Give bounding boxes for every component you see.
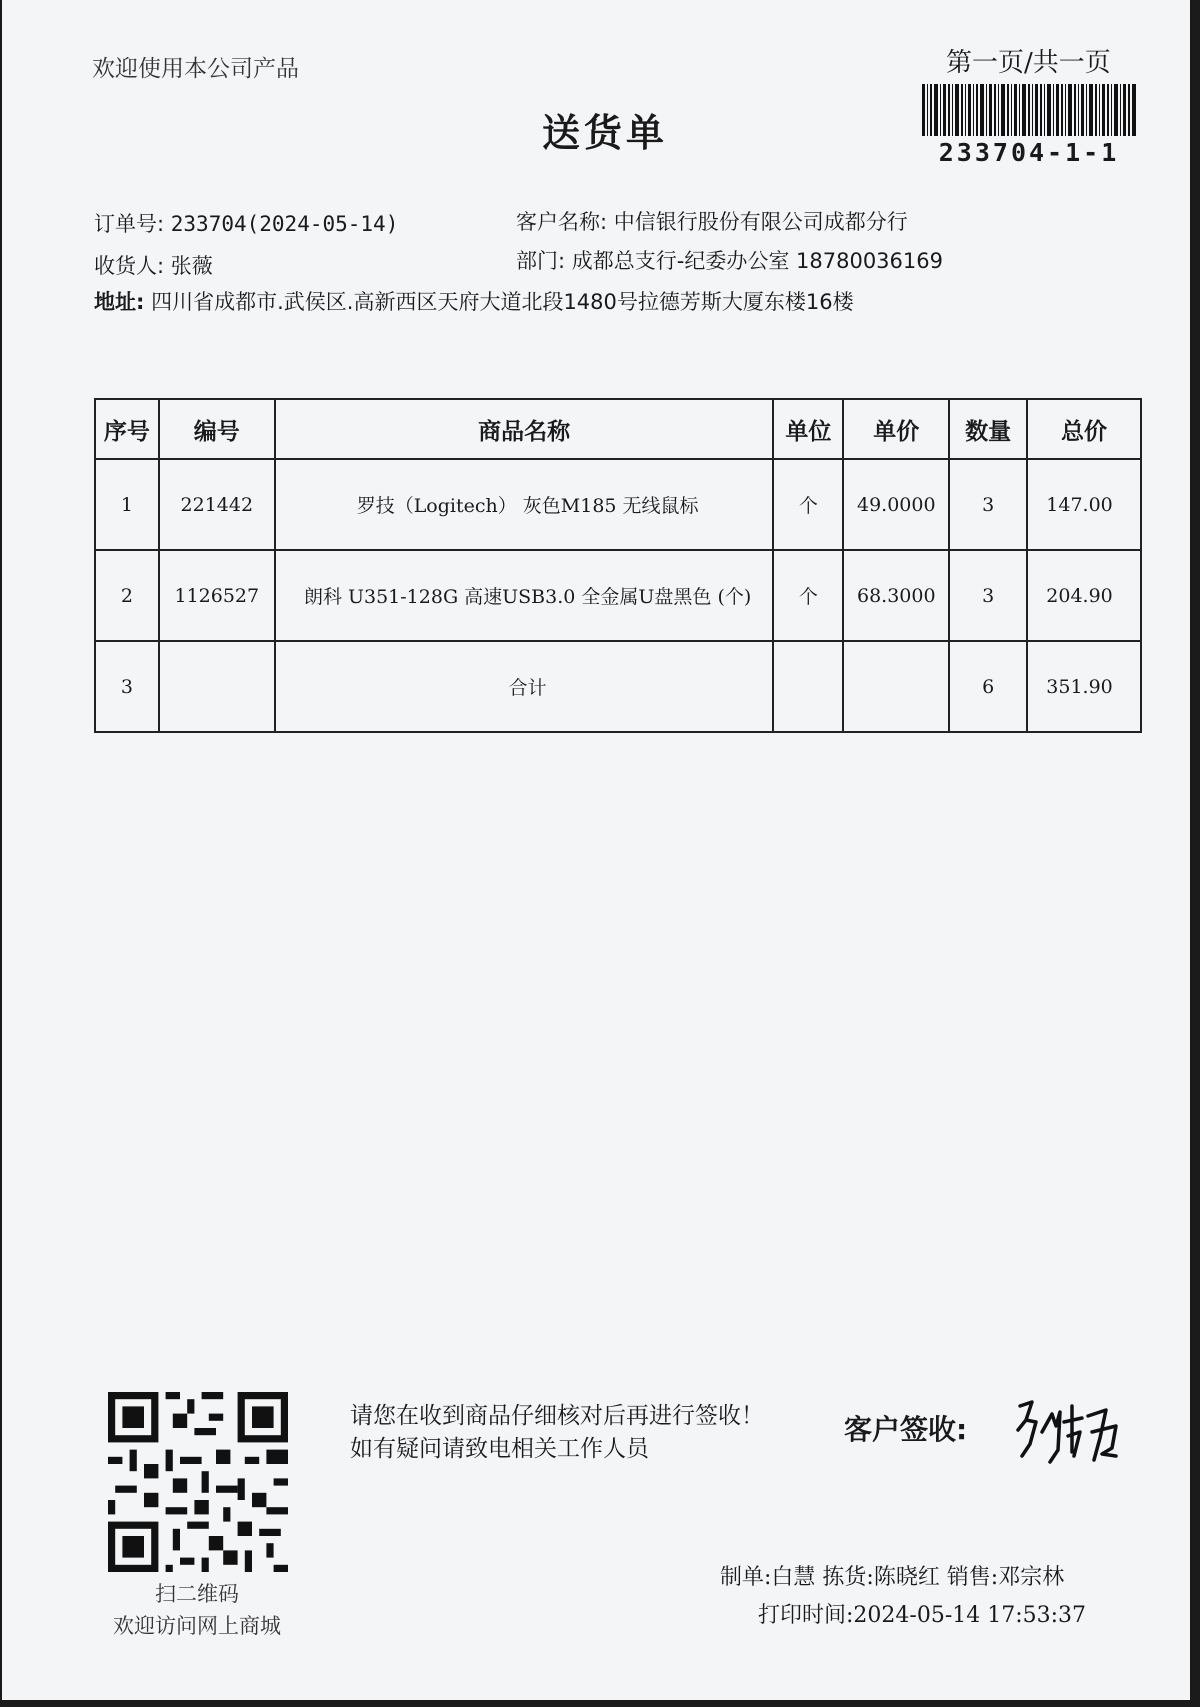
- department-label: 部门:: [516, 249, 566, 273]
- order-number-value: 233704(2024-05-14): [170, 212, 399, 236]
- header-quantity: 数量: [949, 399, 1027, 459]
- order-number-label: 订单号:: [94, 212, 165, 236]
- row-seq: 3: [95, 641, 159, 732]
- table-row: [95, 459, 1141, 550]
- row-unit: 个: [773, 459, 843, 550]
- department-line: [516, 245, 943, 275]
- address-label: 地址:: [94, 290, 145, 314]
- items-table: [94, 398, 1142, 733]
- row-seq: 2: [95, 550, 159, 641]
- receiver-label: 收货人:: [94, 254, 165, 278]
- table-row-total: [95, 641, 1141, 732]
- barcode-number: 233704-1-1: [938, 138, 1120, 167]
- customer-sign-label: 客户签收:: [844, 1413, 968, 1446]
- row-quantity: 6: [949, 641, 1027, 732]
- customer-label: 客户名称:: [516, 210, 608, 234]
- header-unit-price: 单价: [843, 399, 949, 459]
- row-quantity: 3: [949, 459, 1027, 550]
- delivery-note-page: [2, 0, 1190, 1700]
- row-unit-price: [843, 641, 949, 732]
- table-header-row: [95, 399, 1141, 459]
- receiver-value: 张薇: [170, 254, 213, 278]
- header-product-name: 商品名称: [275, 399, 774, 459]
- customer-line: [516, 206, 908, 236]
- welcome-text: 欢迎使用本公司产品: [92, 56, 299, 82]
- row-product-name: 朗科 U351-128G 高速USB3.0 全金属U盘黑色 (个): [275, 550, 774, 641]
- row-code: [159, 641, 275, 732]
- row-unit-price: 68.3000: [843, 550, 949, 641]
- row-product-name: 罗技（Logitech） 灰色M185 无线鼠标: [275, 459, 774, 550]
- table-row: [95, 550, 1141, 641]
- row-total: 351.90: [1027, 641, 1141, 732]
- header-unit: 单位: [773, 399, 843, 459]
- qr-code: [108, 1392, 288, 1572]
- print-time: 打印时间:2024-05-14 17:53:37: [758, 1603, 1087, 1628]
- document-title: 送货单: [542, 110, 669, 155]
- page-info: 第一页/共一页: [946, 48, 1111, 78]
- staff-info: 制单:白慧 拣货:陈晓红 销售:邓宗林: [720, 1565, 1065, 1590]
- address-value: 四川省成都市.武侯区.高新西区天府大道北段1480号拉德芳斯大厦东楼16楼: [151, 290, 854, 314]
- row-seq: 1: [95, 459, 159, 550]
- row-code: 221442: [159, 459, 275, 550]
- order-number-line: [94, 208, 398, 238]
- row-quantity: 3: [949, 550, 1027, 641]
- receiver-line: [94, 250, 213, 280]
- row-unit: [773, 641, 843, 732]
- row-total: 147.00: [1027, 459, 1141, 550]
- address-line: [94, 286, 854, 316]
- department-value: 成都总支行-纪委办公室 18780036169: [571, 249, 943, 273]
- row-product-name: 合计: [275, 641, 774, 732]
- row-unit-price: 49.0000: [843, 459, 949, 550]
- qr-caption-scan: 扫二维码: [155, 1582, 239, 1606]
- customer-signature: [1012, 1392, 1132, 1472]
- header-total: 总价: [1027, 399, 1141, 459]
- row-code: 1126527: [159, 550, 275, 641]
- header-code: 编号: [159, 399, 275, 459]
- receipt-notice: 请您在收到商品仔细核对后再进行签收！如有疑问请致电相关工作人员: [350, 1403, 764, 1462]
- barcode: [922, 84, 1136, 136]
- qr-caption-welcome: 欢迎访问网上商城: [113, 1614, 281, 1638]
- row-total: 204.90: [1027, 550, 1141, 641]
- row-unit: 个: [773, 550, 843, 641]
- qr-caption: [92, 1578, 302, 1642]
- customer-value: 中信银行股份有限公司成都分行: [613, 210, 908, 234]
- header-seq: 序号: [95, 399, 159, 459]
